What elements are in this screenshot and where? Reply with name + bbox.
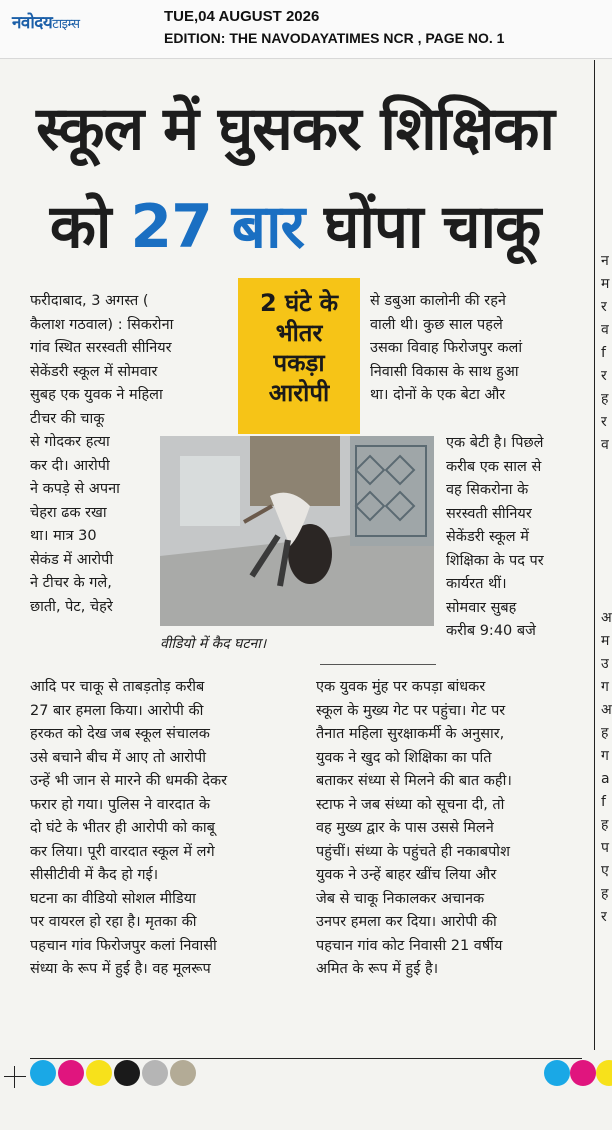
registration-color-mark [30,1060,56,1086]
text-line: वह सिकरोना के [446,482,529,498]
headline-prefix: को [49,192,111,262]
highlight-line: पकड़ा [273,349,325,377]
adjacent-text-fragment: उ [601,656,609,672]
col2-side-text [446,432,582,644]
text-line: सीसीटीवी में कैद हो गई। [30,867,159,883]
adjacent-column [594,60,612,1050]
text-line: घटना का वीडियो सोशल मीडिया [30,890,196,907]
edition-info: EDITION: THE NAVODAYATIMES NCR , PAGE NO. 1 [164,30,505,46]
text-line: से गोदकर हत्या [30,434,110,450]
headline-line-2 [0,190,590,264]
col2-bottom-text [316,676,584,982]
text-line: वह मुख्य द्वार के पास उससे मिलने [316,820,494,836]
newspaper-logo [12,10,80,33]
adjacent-text-fragment: र [601,909,607,925]
registration-color-mark [570,1060,596,1086]
adjacent-text-fragment: ह [601,817,609,833]
adjacent-text-fragment: प [601,840,609,856]
adjacent-text-fragment: ह [601,725,609,741]
adjacent-text-fragment: न [601,253,609,269]
adjacent-text-fragment: ह [601,391,609,407]
registration-color-mark [86,1060,112,1086]
page-bottom-rule [30,1058,582,1059]
adjacent-text-fragment: ग [601,679,609,695]
text-line: चेहरा ढक रखा [30,504,107,521]
registration-color-mark [544,1060,570,1086]
adjacent-text-fragment: र [601,299,607,315]
logo-main: नवोदय [12,13,53,33]
cctv-scene-image [160,436,434,626]
col2-top-text [370,290,582,408]
text-line: उसका विवाह फिरोजपुर कलां [370,340,523,356]
text-line: पहुंचीं। संध्या के पहुंचते ही नकाबपोश [316,843,510,860]
text-line: था। दोनों के एक बेटा और [370,387,506,403]
text-line: पहचान गांव फिरोजपुर कलां निवासी [30,937,217,954]
text-line: सेकेंडरी स्कूल में सोमवार [30,363,158,380]
text-line: कर दी। आरोपी [30,457,110,474]
highlight-line: 2 घंटे के [259,289,339,317]
text-line: एक बेटी है। पिछले [446,435,544,451]
text-line: उन्हें भी जान से मारने की धमकी देकर [30,773,228,789]
text-line: स्कूल के मुख्य गेट पर पहुंचा। गेट पर [316,702,506,719]
cctv-photo [160,436,434,626]
text-line: से डबुआ कालोनी की रहने [370,293,506,309]
text-line: एक युवक मुंह पर कपड़ा बांधकर [316,679,486,695]
adjacent-text-fragment: र [601,414,607,430]
text-line: अमित के रूप में हुई है। [316,961,439,977]
text-line: उसे बचाने बीच में आए तो आरोपी [30,749,206,766]
text-line: पहचान गांव कोट निवासी 21 वर्षीय [316,937,503,954]
text-line: जेब से चाकू निकालकर अचानक [316,890,485,907]
text-line: दो घंटे के भीतर ही आरोपी को काबू [30,820,215,836]
adjacent-text-fragment: र [601,368,607,384]
text-line: पर वायरल हो रहा है। मृतका की [30,914,197,930]
text-line: शिक्षिका के पद पर [446,552,544,569]
text-line: फरार हो गया। पुलिस ने वारदात के [30,796,211,813]
text-line: छाती, पेट, चेहरे [30,598,113,615]
text-line: गांव स्थित सरस्वती सीनियर [30,340,172,356]
text-line: सरस्वती सीनियर [446,505,532,522]
text-line: करीब एक साल से [446,458,542,475]
text-line: उनपर हमला कर दिया। आरोपी की [316,914,497,930]
text-line: ने कपड़े से अपना [30,481,120,497]
highlight-line: आरोपी [268,379,330,407]
edition-date: TUE,04 AUGUST 2026 [164,8,320,25]
registration-color-mark [142,1060,168,1086]
registration-color-mark [58,1060,84,1086]
text-line: सेकेंडरी स्कूल में [446,529,529,545]
adjacent-text-fragment: म [601,633,610,649]
text-line: स्टाफ ने जब संध्या को सूचना दी, तो [316,796,505,813]
registration-color-mark [596,1060,612,1086]
caption-divider [320,664,436,665]
text-line: आदि पर चाकू से ताबड़तोड़ करीब [30,679,205,695]
masthead-bar [0,0,612,59]
logo-sub: टाइम्स [52,17,80,32]
highlight-line: भीतर [275,319,323,347]
adjacent-text-fragment: f [601,345,606,361]
text-line: सुबह एक युवक ने महिला [30,387,163,403]
text-line: सोमवार सुबह [446,599,517,616]
adjacent-text-fragment: व [601,322,609,338]
headline-suffix: घोंपा चाकू [323,192,541,262]
text-line: वाली थी। कुछ साल पहले [370,316,503,333]
text-line: करीब 9:40 बजे [446,623,536,639]
text-line: युवक ने खुद को शिक्षिका का पति [316,749,492,766]
text-line: कर लिया। पूरी वारदात स्कूल में लगे [30,843,215,860]
text-line: तैनात महिला सुरक्षाकर्मी के अनुसार, [316,726,505,742]
text-line: टीचर की चाकू [30,410,105,427]
adjacent-text-fragment: व [601,437,609,453]
text-line: ने टीचर के गले, [30,575,112,591]
highlight-box [238,278,360,434]
adjacent-text-fragment: ग [601,748,609,764]
text-line: कार्यरत थीं। [446,576,507,592]
col1-bottom-text [30,676,308,982]
text-line: बताकर संध्या से मिलने की बात कही। [316,773,512,789]
adjacent-text-fragment: a [601,771,610,787]
text-line: हरकत को देख जब स्कूल संचालक [30,726,210,742]
text-line: युवक ने उन्हें बाहर खींच लिया और [316,867,497,883]
adjacent-text-fragment: ह [601,886,609,902]
text-line: फरीदाबाद, 3 अगस्त ( [30,293,149,309]
headline-number: 27 बार [130,192,305,262]
adjacent-text-fragment: f [601,794,606,810]
adjacent-text-fragment: म [601,276,610,292]
text-line: कैलाश गठवाल) : सिकरोना [30,316,174,333]
text-line: संध्या के रूप में हुई है। वह मूलरूप [30,961,211,977]
adjacent-text-fragment: ए [601,863,609,879]
registration-color-mark [170,1060,196,1086]
text-line: था। मात्र 30 [30,528,97,544]
registration-color-mark [114,1060,140,1086]
text-line: 27 बार हमला किया। आरोपी की [30,702,204,719]
photo-caption: वीडियो में कैद घटना। [160,636,267,652]
adjacent-text-fragment: अ [601,610,612,626]
crop-mark-icon [4,1066,26,1088]
adjacent-text-fragment: अ [601,702,612,718]
text-line: सेकंड में आरोपी [30,551,114,568]
text-line: निवासी विकास के साथ हुआ [370,363,519,380]
headline-line-1: स्कूल में घुसकर शिक्षिका [36,94,554,164]
